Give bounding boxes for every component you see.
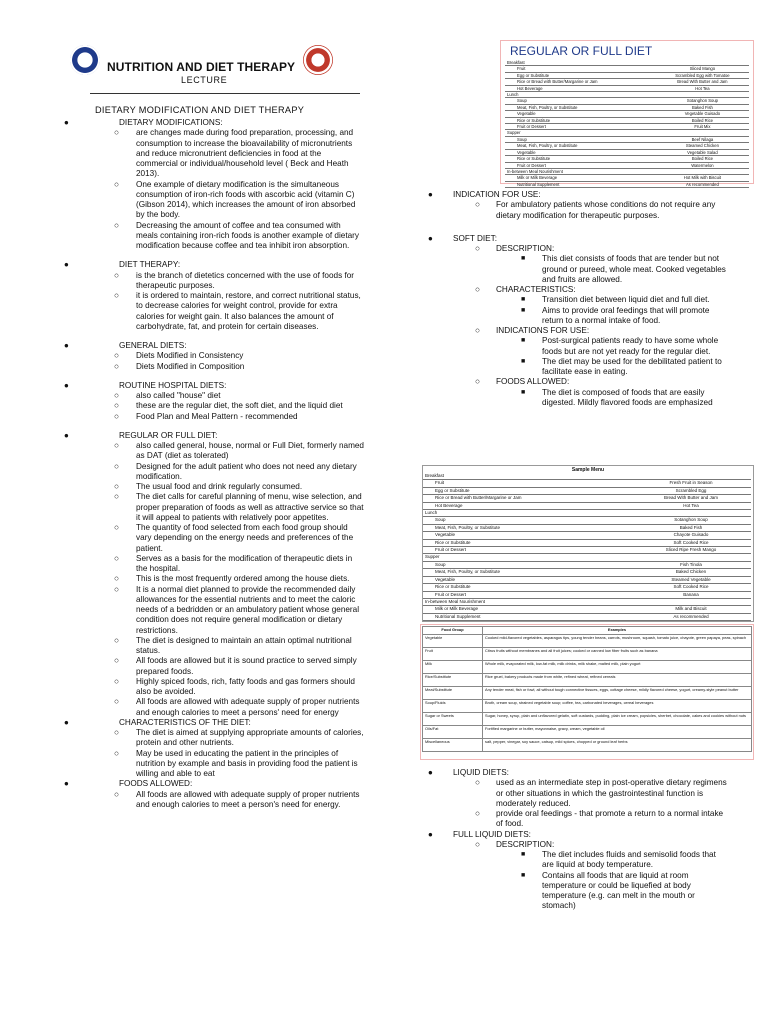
square-bullet-icon: ■ [521, 357, 526, 365]
list-item [64, 362, 364, 372]
list-item-text: is the branch of dietetics concerned with the use of foods for therapeutic purposes. [136, 270, 355, 290]
menu-item-cell: Vegetable [505, 111, 656, 117]
list-item [64, 271, 364, 292]
table-row [423, 524, 751, 531]
list-item-text: All foods are allowed with adequate supply of proper nutrients and enough calories to meet a persons' need for energy [136, 697, 360, 717]
list-item [64, 180, 364, 221]
menu-item-cell: Soup [423, 561, 631, 568]
table-row [423, 634, 752, 647]
menu-item-cell: Vegetable [505, 149, 656, 155]
left-column [64, 118, 364, 810]
right-column-bottom [428, 768, 728, 912]
menu-item-cell: Vegetable [423, 532, 631, 539]
list-item-text: also called "house" diet [136, 391, 221, 400]
section-label: DIETARY MODIFICATIONS: [119, 118, 223, 127]
regular-full-diet-section: ● REGULAR OR FULL DIET: ○ also called general, house, normal or Full Diet, formerly named as DAT (diet as tolerated) ○ Designed for the adult patient who does not need any dietary modification. ○ The usual food and drink regularly consumed. ○ The diet calls for careful planning of menu, wise selection, and proper preparation of foods as well as attractive service so that it will appeal to patients with relatively poor appetites. ○ The quantity of food selected from each food group should vary depending on the energy needs and preferences of the patient. ○ Serves as a basis for the modification of therapeutic diets in the hospital. ○ This is the most frequently ordered among the house diets. ○ It is a normal diet planned to provide the recommended daily allowances for the essential nutrients and to meet the caloric needs of a bedridden or an ambulatory patient whose general condition does not require general modification or dietary restrictions. ○ The diet is designed to maintain an attain optimal nutritional status. ○ All foods are allowed but it is sound practice to served simply prepared foods. ○ Highly spiced foods, rich, fatty foods and gas formers should also be avoided. ○ All foods are allowed with adequate supply of proper nutrients and enough calories to meet a persons' need for energy [64, 430, 364, 717]
soft-diet-sample-menu [422, 465, 754, 622]
menu-item-cell: Egg or Substitute [423, 487, 631, 494]
square-bullet-icon: ■ [521, 871, 526, 879]
menu-item-cell: In-between Meal Nourishment [505, 168, 656, 174]
subsection-label: FOODS ALLOWED: [496, 377, 570, 387]
circle-bullet-icon: ○ [114, 523, 119, 532]
section-label: INDICATION FOR USE: [453, 190, 541, 199]
page-subtitle: LECTURE [181, 75, 228, 85]
menu-example-cell: Milk and Biscuit [631, 606, 751, 613]
table-row [423, 660, 752, 673]
list-item [64, 523, 364, 554]
list-item [64, 221, 364, 252]
list-item-text: Diets Modified in Consistency [136, 351, 244, 361]
menu-item-cell: Breakfast [505, 60, 656, 66]
table-row [423, 738, 752, 751]
menu-example-cell: As recommended [631, 613, 751, 620]
menu-item-cell: Meat, Fish, Poultry, or Substitute [423, 569, 631, 576]
table-row [423, 591, 751, 598]
table-row [423, 673, 752, 686]
menu-example-cell: Vegetable Guisado [656, 111, 749, 117]
menu-example-cell: Scrambled Egg with Tomatoe [656, 72, 749, 78]
food-group-cell: Rice/Substitute [423, 673, 483, 686]
menu-item-cell: Egg or Substitute [505, 72, 656, 78]
menu-example-cell: Steamed Chicken [656, 143, 749, 149]
circle-bullet-icon: ○ [114, 220, 119, 230]
list-item-text: used as an intermediate step in post-operative dietary regimens or other situations in which the gastrointestinal function is moderately reduced. [496, 778, 727, 808]
routine-hospital-diets-section: ● ROUTINE HOSPITAL DIETS: ○ also called "house" diet ○ these are the regular diet, the soft diet, and the liquid diet ○ Food Plan and Meal Pattern - recommended [64, 381, 364, 422]
list-item [64, 482, 364, 492]
list-item-text: are changes made during food preparation, processing, and consumption to increase the bioavailability of micronutrients and reduce micronutrient deficiencies in food at the commercial or individual/household level ( Beck and Heath 2013). [136, 128, 354, 179]
food-group-cell: Soup/Fluids [423, 699, 483, 712]
list-item [428, 336, 728, 357]
menu-example-cell: Banana [631, 591, 751, 598]
page-title: NUTRITION AND DIET THERAPY [107, 60, 296, 74]
circle-bullet-icon: ○ [114, 553, 119, 563]
list-item [64, 492, 364, 523]
menu-item-cell: Supper [423, 554, 631, 561]
list-item [428, 357, 728, 378]
menu-example-cell [631, 554, 751, 561]
menu-item-cell: Fruit or Dessert [423, 547, 631, 554]
menu-item-cell: Meat, Fish, Poultry, or Substitute [505, 104, 656, 110]
full-liquid-section: ● FULL LIQUID DIETS: ○ DESCRIPTION: ■ The diet includes fluids and semisolid foods that are liquid at body temperature. ■ Contains all foods that are liquid at room temperature or could be liquefied at body temperature (e.g. can melt in the mouth or stomach) [428, 830, 728, 912]
list-item-text: The diet is designed to maintain an attain optimal nutritional status. [136, 635, 352, 655]
menu-item-cell: Lunch [423, 510, 631, 517]
list-item [64, 412, 364, 422]
list-item-text: it is ordered to maintain, restore, and correct nutritional status, to decrease calories for weight control, provide for extra calories for weight gain. It also balances the amount of carbohydrate, fat, and protein for certain diseases. [136, 291, 361, 331]
list-item [64, 749, 364, 780]
menu-example-cell: Fish Tinola [631, 561, 751, 568]
list-item-text: Food Plan and Meal Pattern - recommended [136, 411, 298, 421]
subsection-label: DESCRIPTION: [496, 244, 555, 253]
diet-therapy-section: ● DIET THERAPY: ○ is the branch of dietetics concerned with the use of foods for therapeutic purposes. ○ it is ordered to maintain, restore, and correct nutritional status, to decrease calories for weight control, provide for extra calories for weight gain. It also balances the amount of carbohydrate, fat, and protein for certain diseases. [64, 260, 364, 332]
menu-example-cell: Vegetable Salad [656, 149, 749, 155]
square-bullet-icon: ■ [521, 306, 526, 314]
soft-menu-table [423, 473, 751, 621]
list-item [64, 697, 364, 718]
dietary-modifications-section: ● DIETARY MODIFICATIONS: ○ are changes made during food preparation, processing, and consumption to increase the bioavailability of micronutrients and reduce micronutrient deficiencies in food at the commercial or individual/household level ( Beck and Heath 2013). ○ One example of dietary modification is the simultaneous consumption of iron-rich foods with ascorbic acid (vitamin C) (Gibson 2014), which increases the amount of iron absorbed by the body. ○ Decreasing the amount of coffee and tea consumed with meals containing iron-rich foods is another example of dietary modification because coffee and tea inhibit iron absorption. [64, 118, 364, 251]
table-row [423, 480, 751, 487]
circle-bullet-icon: ○ [114, 676, 119, 686]
circle-bullet-icon: ○ [475, 200, 480, 210]
table-row [423, 647, 752, 660]
examples-cell: Citrus fruits without membranes and all fruit juices; cooked or canned low fiber fruits such as banana [483, 647, 752, 660]
menu-item-cell: Hot Beverage [505, 85, 656, 91]
table-row [423, 613, 751, 620]
circle-bullet-icon: ○ [114, 748, 119, 758]
list-item [428, 200, 728, 221]
menu-item-cell: Soup [505, 98, 656, 104]
list-item-text: these are the regular diet, the soft diet, and the liquid diet [136, 401, 343, 411]
list-item-text: The diet calls for careful planning of menu, wise selection, and proper preparation of foods as well as attractive service so that it will appeal to patients with relatively poor appetites. [136, 492, 364, 522]
table-header-row [423, 627, 752, 635]
menu-example-cell: Sotanghon Soup [656, 98, 749, 104]
examples-cell: Sugar, honey, syrup, plain and unflavored gelatin, soft custards, pudding, plain ice cream, popsicles, sherbet, chocolate, cakes and cookies without nuts [483, 712, 752, 725]
list-item [428, 295, 728, 305]
list-item-text: Contains all foods that are liquid at room temperature or could be liquefied at body temperature (e.g. can melt in the mouth or stomach) [542, 870, 695, 911]
subsection-label: INDICATIONS FOR USE: [496, 326, 590, 335]
menu-item-cell: Fruit [505, 66, 656, 72]
food-group-table [422, 626, 752, 752]
section-label: LIQUID DIETS: [453, 768, 509, 777]
list-item-text: Designed for the adult patient who does not need any dietary modification. [136, 461, 357, 481]
menu-example-cell: Fruit Mix [656, 124, 749, 130]
menu-example-cell: Steamed Vegetable [631, 576, 751, 583]
list-item-text: One example of dietary modification is the simultaneous consumption of iron-rich foods with ascorbic acid (vitamin C) (Gibson 2014), which increases the amount of iron absorbed by the body. [136, 179, 356, 220]
list-item [64, 128, 364, 179]
table-row [423, 576, 751, 583]
food-group-cell: Oils/Fat [423, 725, 483, 738]
menu-example-cell [631, 473, 751, 480]
list-item [64, 351, 364, 361]
list-item [64, 462, 364, 483]
examples-cell: Fortified margarine or butter, mayonnaise, gravy, cream, vegetable oil [483, 725, 752, 738]
list-item [64, 790, 364, 811]
table-row [423, 510, 751, 517]
list-item-text: All foods are allowed with adequate supply of proper nutrients and enough calories to meet a person's need for energy. [136, 789, 360, 809]
menu-example-cell: Sliced Ripe Fresh Mango [631, 547, 751, 554]
menu-example-cell: Soft Cooked Rice [631, 539, 751, 546]
food-group-cell: Sugar or Sweets [423, 712, 483, 725]
circle-bullet-icon: ○ [114, 128, 119, 138]
food-group-cell: Vegetable [423, 634, 483, 647]
school-seal-logo [70, 45, 100, 75]
general-diets-section: ● GENERAL DIETS: ○ Diets Modified in Consistency ○ Diets Modified in Composition [64, 341, 364, 372]
menu-example-cell: Bread With Butter and Jam [631, 495, 751, 502]
soft-diet-section: ● SOFT DIET: ○ DESCRIPTION: ■ This diet consists of foods that are tender but not ground or pureed, whole meat. Cooked vegetables and fruits are allowed. ○ CHARACTERISTICS: ■ Transition diet between liquid diet and full diet. ■ Aims to provide oral feedings that will promote return to a normal intake of food. ○ INDICATIONS FOR USE: ■ Post-surgical patients ready to have some whole foods but are not yet ready for the regular diet. ■ The diet may be used for the debilitated patient to facilitate ease in eating. ○ FOODS ALLOWED: ■ The diet is composed of foods that are easily digested. Mildly flavored foods are emphasized [428, 234, 728, 408]
list-item-text: The diet may be used for the debilitated patient to facilitate ease in eating. [542, 356, 722, 376]
circle-bullet-icon: ○ [114, 728, 119, 737]
section-label: DIET THERAPY: [119, 260, 181, 270]
menu-example-cell: Hot Milk with Biscuit [656, 175, 749, 181]
menu-item-cell: Meat, Fish, Poultry, or Substitute [423, 524, 631, 531]
menu-example-cell: Scrambled Egg [631, 487, 751, 494]
menu-example-cell: Watermelon [656, 162, 749, 168]
menu-item-cell: Meat, Fish, Poultry, or Substitute [505, 143, 656, 149]
menu-item-cell: Milk or Milk Beverage [505, 175, 656, 181]
menu-item-cell: Rice or Substitute [505, 156, 656, 162]
menu-item-cell: Rice or Substitute [423, 539, 631, 546]
menu-example-cell: Fresh Fruit in Season [631, 480, 751, 487]
examples-cell: Rice gruel, bakery products made from white, refined wheat, refined cereals [483, 673, 752, 686]
list-item [428, 388, 728, 409]
circle-bullet-icon: ○ [114, 584, 119, 594]
section-label: REGULAR OR FULL DIET: [119, 430, 218, 440]
list-item [64, 401, 364, 411]
menu-item-cell: Fruit or Dessert [505, 124, 656, 130]
circle-bullet-icon: ○ [114, 461, 119, 471]
table-row [423, 473, 751, 480]
list-item-text: This diet consists of foods that are tender but not ground or pureed, whole meat. Cooked vegetables and fruits are allowed. [542, 254, 726, 284]
list-item [64, 585, 364, 636]
list-item [428, 306, 728, 327]
menu-example-cell: Boiled Rice [656, 117, 749, 123]
menu-item-cell: Fruit [423, 480, 631, 487]
table-row [423, 502, 751, 509]
table-row [423, 495, 751, 502]
subsection-label: DESCRIPTION: [496, 839, 555, 849]
circle-bullet-icon: ○ [114, 351, 119, 361]
table-row [423, 532, 751, 539]
menu-example-cell: Sotanghon Soup [631, 517, 751, 524]
list-item-text: The diet is aimed at supplying appropriate amounts of calories, protein and other nutrients. [136, 728, 364, 748]
list-item-text: Diets Modified in Composition [136, 361, 245, 371]
square-bullet-icon: ■ [521, 851, 526, 858]
examples-cell: Cooked mild-flavored vegetables, asparagus tips, young tender beans, carrots, mushroom, squash, tomato juice, chayote, green papaya, peas, spinach [483, 634, 752, 647]
menu-heading: REGULAR OR FULL DIET [510, 44, 653, 58]
list-item [64, 574, 364, 584]
list-item-text: Highly spiced foods, rich, fatty foods and gas formers should also be avoided. [136, 676, 355, 696]
food-group-cell: Miscellaneous [423, 738, 483, 751]
circle-bullet-icon: ○ [114, 574, 119, 584]
examples-cell: salt, pepper, vinegar, soy sauce, catsup, mild spices, chopped or ground leaf herbs [483, 738, 752, 751]
regular-diet-menu-box [500, 40, 754, 187]
section-label: SOFT DIET: [453, 233, 497, 243]
square-bullet-icon: ■ [521, 296, 526, 304]
list-item [64, 554, 364, 575]
indication-section: ● INDICATION FOR USE: ○ For ambulatory patients whose conditions do not require any dietary modification for therapeutic purposes. [428, 190, 728, 221]
right-column-top [428, 190, 728, 408]
list-item-text: All foods are allowed but it is sound practice to served simply prepared foods. [136, 656, 357, 676]
menu-item-cell: Breakfast [423, 473, 631, 480]
section-label: ROUTINE HOSPITAL DIETS: [119, 380, 227, 390]
square-bullet-icon: ■ [521, 388, 526, 396]
list-item-text: Aims to provide oral feedings that will promote return to a normal intake of food. [542, 305, 710, 325]
square-bullet-icon: ■ [521, 337, 526, 345]
table-row [423, 712, 752, 725]
list-item [64, 728, 364, 749]
regular-menu-table [505, 60, 749, 188]
list-item-text: Transition diet between liquid diet and full diet. [542, 295, 710, 305]
circle-bullet-icon: ○ [114, 656, 119, 666]
list-item [64, 677, 364, 698]
menu-item-cell: Soup [423, 517, 631, 524]
menu-item-cell: Fruit or Dessert [505, 162, 656, 168]
table-row [423, 487, 751, 494]
examples-cell: Whole milk, evaporated milk, low-fat milk, milk drinks, milk shake, malted milk, plain yogurt [483, 660, 752, 673]
list-item [64, 291, 364, 332]
list-item-text: also called general, house, normal or Full Diet, formerly named as DAT (diet as tolerated) [136, 441, 364, 461]
table-row [423, 686, 752, 699]
list-item [428, 254, 728, 285]
circle-bullet-icon: ○ [114, 697, 119, 707]
list-item [428, 871, 728, 912]
list-item-text: For ambulatory patients whose conditions do not require any dietary modification for therapeutic purposes. [496, 200, 716, 220]
circle-bullet-icon: ○ [114, 179, 119, 189]
menu-example-cell: Hot Tea [656, 85, 749, 91]
column-header: Examples [483, 627, 752, 635]
table-row [505, 181, 749, 187]
section-label: FULL LIQUID DIETS: [453, 829, 531, 839]
section-label: FOODS ALLOWED: [119, 779, 193, 789]
menu-item-cell: Supper [505, 130, 656, 136]
food-group-box [420, 624, 754, 760]
menu-example-cell: Baked Fish [631, 524, 751, 531]
list-item-text: The diet is composed of foods that are easily digested. Mildly flavored foods are emphasized [542, 387, 713, 407]
circle-bullet-icon: ○ [114, 789, 119, 799]
circle-bullet-icon: ○ [114, 492, 119, 502]
food-group-cell: Milk [423, 660, 483, 673]
table-row [423, 547, 751, 554]
circle-bullet-icon: ○ [114, 361, 119, 371]
document-title: DIETARY MODIFICATION AND DIET THERAPY [95, 105, 305, 115]
menu-example-cell [631, 510, 751, 517]
circle-bullet-icon: ○ [114, 411, 119, 421]
menu-item-cell: Nutritional Supplement [505, 181, 656, 187]
list-item-text: Serves as a basis for the modification of therapeutic diets in the hospital. [136, 553, 353, 573]
menu-item-cell: Nutritional Supplement [423, 613, 631, 620]
menu-example-cell: Beef Nilaga [656, 136, 749, 142]
characteristics-section: ● CHARACTERISTICS OF THE DIET: ○ The diet is aimed at supplying appropriate amounts of calories, protein and other nutrients. ○ May be used in educating the patient in the principles of nutrition by example and basis in providing food the patient is willing and able to eat [64, 717, 364, 778]
menu-example-cell [631, 598, 751, 605]
list-item-text: This is the most frequently ordered among the house diets. [136, 574, 350, 584]
menu-example-cell: Baked Chicken [631, 569, 751, 576]
food-group-cell: Fruit [423, 647, 483, 660]
subsection-label: CHARACTERISTICS: [496, 285, 576, 294]
table-row [423, 554, 751, 561]
table-row [423, 584, 751, 591]
liquid-diets-section: ● LIQUID DIETS: ○ used as an intermediate step in post-operative dietary regimens or other situations in which the gastrointestinal function is moderately reduced. ○ provide oral feedings - that promote a return to a normal intake of food. [428, 768, 727, 829]
list-item [64, 656, 364, 677]
circle-bullet-icon: ○ [114, 270, 119, 280]
menu-example-cell: Sliced Mango [656, 66, 749, 72]
menu-example-cell: Boiled Rice [656, 156, 749, 162]
list-item [428, 778, 728, 809]
circle-bullet-icon: ○ [114, 635, 119, 645]
menu-item-cell: Hot Beverage [423, 502, 631, 509]
list-item [64, 441, 364, 462]
food-group-cell: Meat/Substitute [423, 686, 483, 699]
list-item-text: The diet includes fluids and semisolid foods that are liquid at body temperature. [542, 850, 716, 870]
menu-item-cell: Soup [505, 136, 656, 142]
list-item-text: It is a normal diet planned to provide the recommended daily allowances for the essential nutrients and to meet the caloric needs of a bedridden or an ambulatory patient whose general condition does not require general modification or dietary restrictions. [136, 584, 360, 635]
list-item-text: May be used in educating the patient in the principles of nutrition by example and basis in providing food the patient is willing and able to eat [136, 748, 358, 778]
table-row [423, 606, 751, 613]
table-row [423, 699, 752, 712]
table-row [423, 561, 751, 568]
header-divider [90, 93, 360, 94]
menu-example-cell: Chayote Guisado [631, 532, 751, 539]
circle-bullet-icon: ○ [475, 778, 480, 788]
menu-example-cell: Baked Fish [656, 104, 749, 110]
list-item-text: The quantity of food selected from each food group should vary depending on the energy needs and preferences of the patient. [136, 523, 354, 553]
list-item-text: provide oral feedings - that promote a return to a normal intake of food. [496, 809, 724, 829]
menu-item-cell: Fruit or Dessert [423, 591, 631, 598]
list-item-text: Post-surgical patients ready to have some whole foods but are not yet ready for the regular diet. [542, 336, 719, 356]
menu-example-cell: Bread With Butter and Jam [656, 79, 749, 85]
examples-cell: Any tender meat, fish or fowl, all without tough connective tissues, eggs, cottage cheese, mildly flavored cheese, yogurt, creamy-style peanut butter [483, 686, 752, 699]
menu-item-cell: Rice or Bread with Butter/Margarine or Jam [505, 79, 656, 85]
table-row [423, 569, 751, 576]
circle-bullet-icon: ○ [114, 401, 119, 411]
list-item [428, 809, 728, 830]
circle-bullet-icon: ○ [114, 391, 119, 400]
menu-item-cell: Vegetable [423, 576, 631, 583]
menu-example-cell: Soft Cooked Rice [631, 584, 751, 591]
list-item [64, 391, 364, 401]
table-row [423, 539, 751, 546]
menu-item-cell: Rice or Substitute [505, 117, 656, 123]
menu-item-cell: Lunch [505, 92, 656, 98]
table-row [423, 598, 751, 605]
square-bullet-icon: ■ [521, 255, 526, 263]
section-label: GENERAL DIETS: [119, 341, 187, 350]
table-row [423, 725, 752, 738]
menu-item-cell: Rice or Bread with Butter/Margarine or Jam [423, 495, 631, 502]
menu-item-cell: Milk or Milk Beverage [423, 606, 631, 613]
circle-bullet-icon: ○ [114, 441, 119, 450]
circle-bullet-icon: ○ [114, 291, 119, 300]
list-item-text: The usual food and drink regularly consumed. [136, 482, 303, 491]
section-label: CHARACTERISTICS OF THE DIET: [119, 717, 251, 727]
list-item [64, 636, 364, 657]
menu-item-cell: In-between Meal Nourishment [423, 598, 631, 605]
list-item-text: Decreasing the amount of coffee and tea consumed with meals containing iron-rich foods is another example of dietary modification because coffee and tea inhibit iron absorption. [136, 220, 359, 250]
menu-item-cell: Rice or Substitute [423, 584, 631, 591]
menu-example-cell: As recommended [656, 181, 749, 187]
examples-cell: Broth, cream soup, strained vegetable soup; coffee, tea, carbonated beverages, cereal beverages [483, 699, 752, 712]
circle-bullet-icon: ○ [114, 482, 119, 491]
circle-bullet-icon: ○ [475, 809, 480, 818]
foods-allowed-section: ● FOODS ALLOWED: ○ All foods are allowed with adequate supply of proper nutrients and enough calories to meet a person's need for energy. [64, 779, 364, 810]
menu-example-cell: Hot Tea [631, 502, 751, 509]
college-seal-logo [303, 45, 333, 75]
column-header: Food Group [423, 627, 483, 635]
table-row [423, 517, 751, 524]
menu-heading: Sample Menu [571, 467, 605, 473]
list-item [428, 850, 728, 871]
